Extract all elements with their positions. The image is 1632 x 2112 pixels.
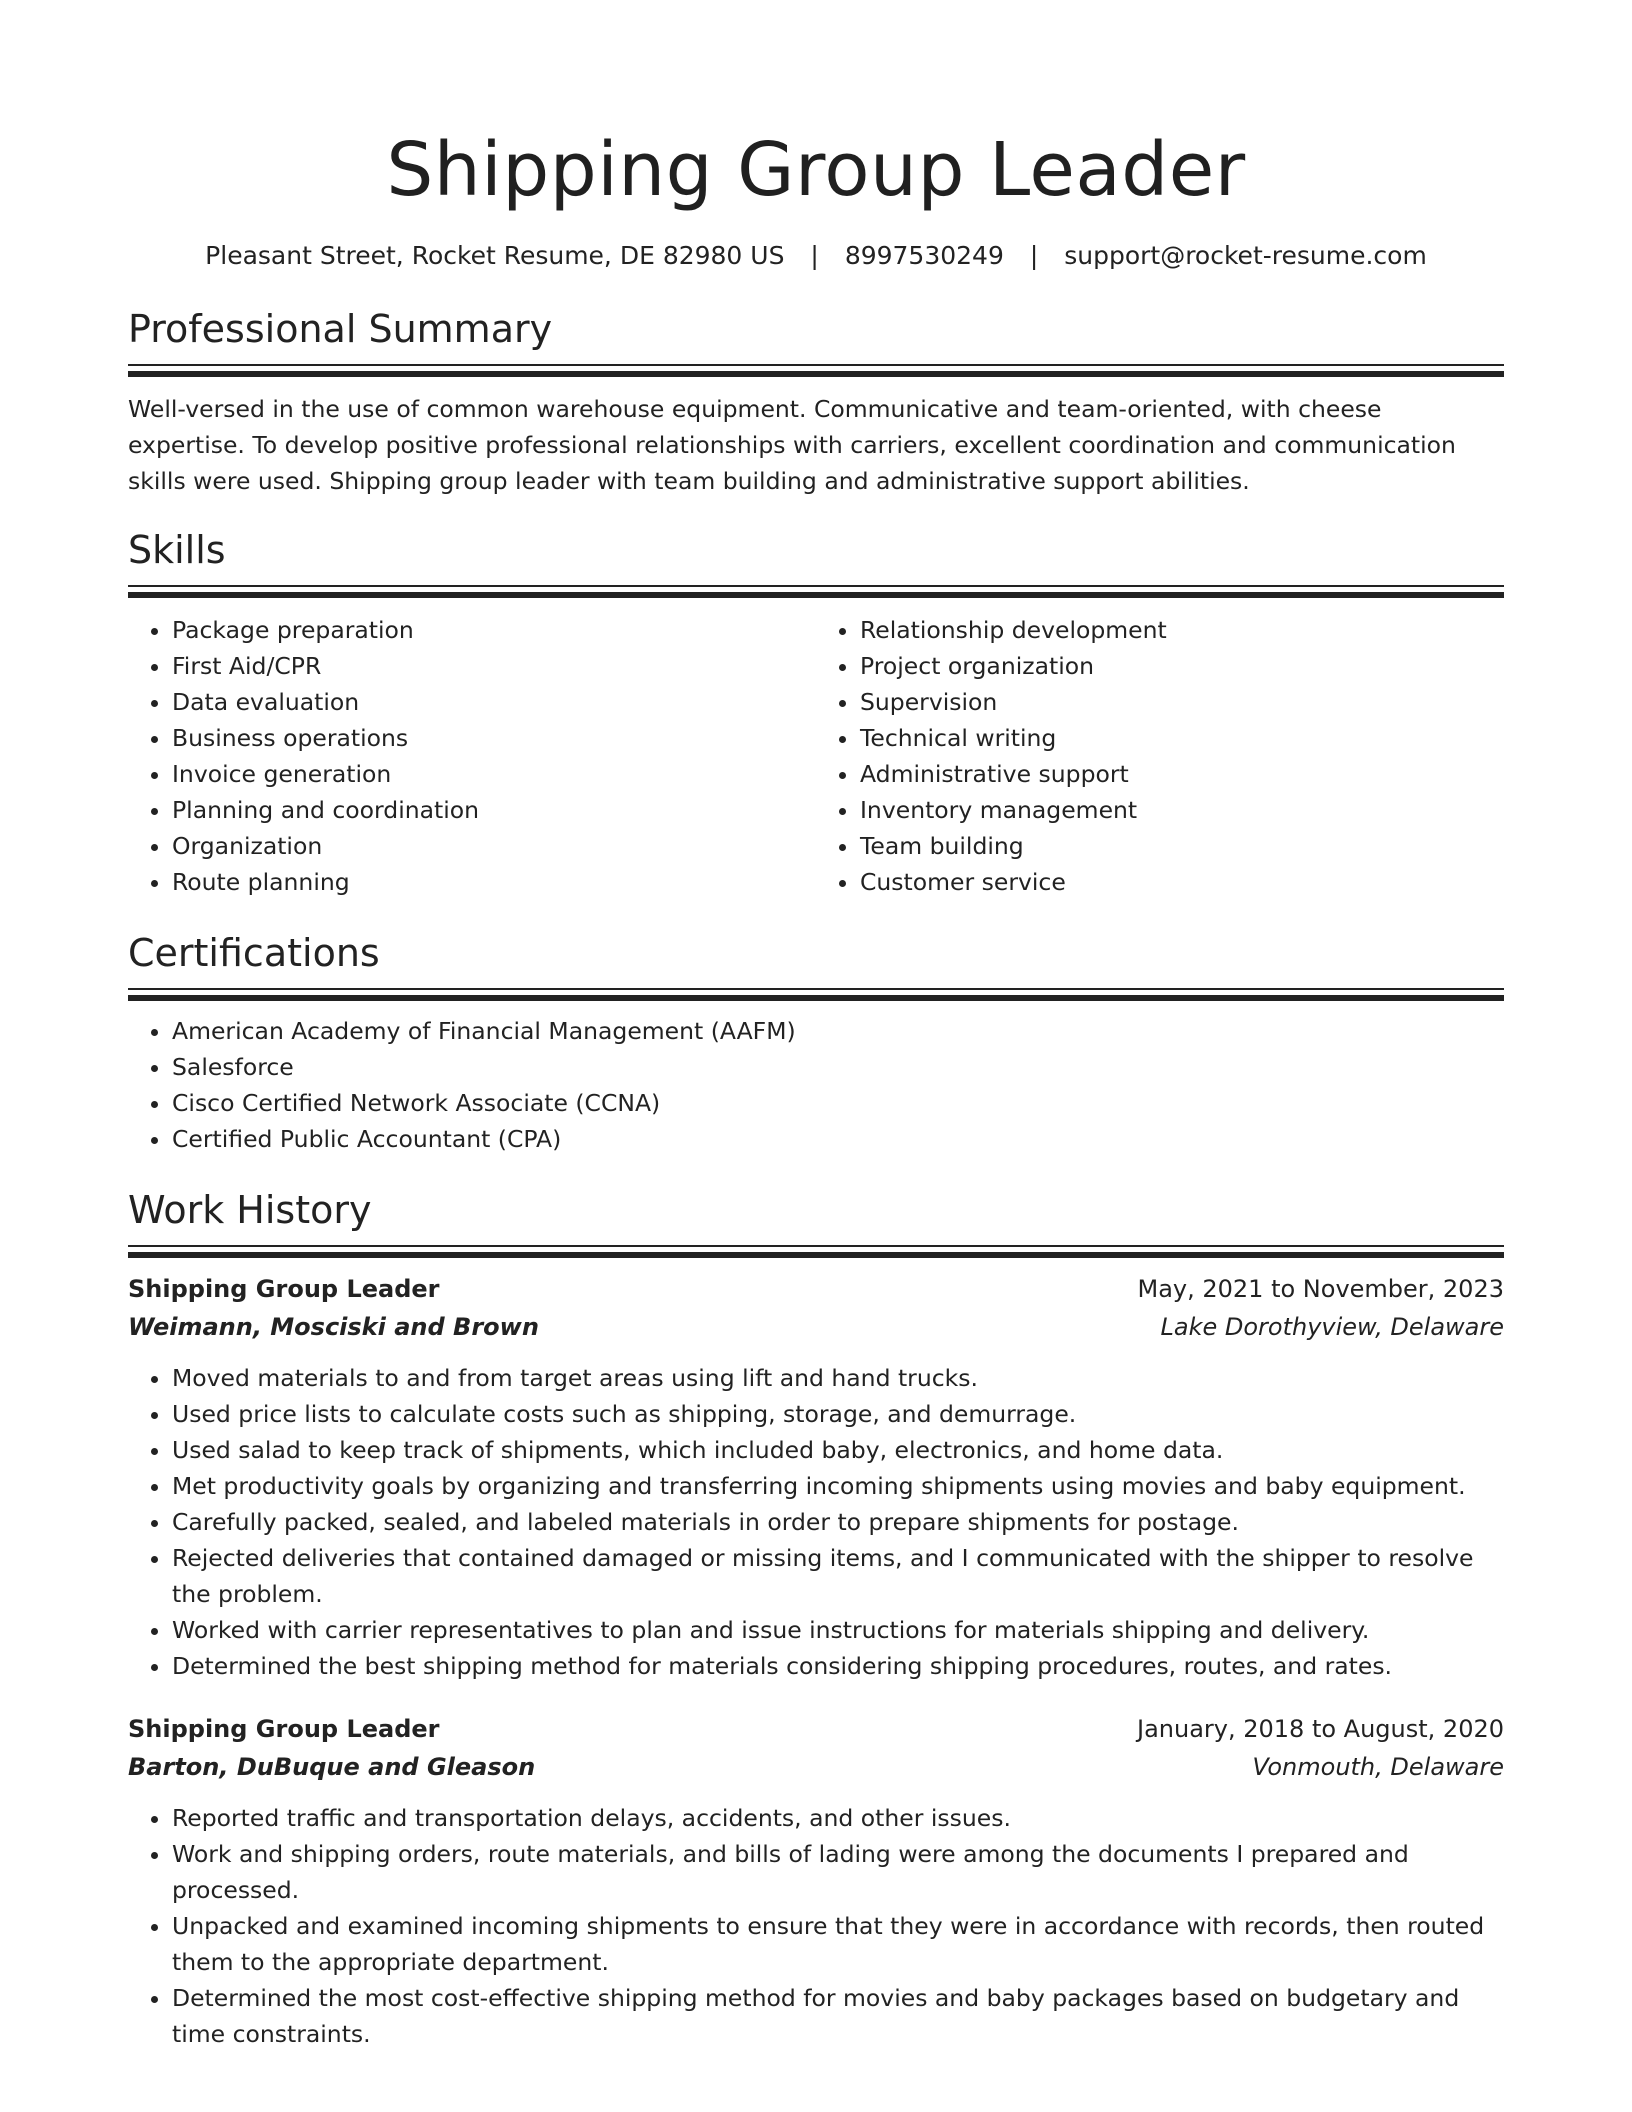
certification-item: • Cisco Certified Network Associate (CCNA) [172,1085,1504,1121]
skill-item: • Planning and coordination [172,792,816,828]
job-duty: • Used salad to keep track of shipments, which included baby, electronics, and home data. [172,1432,1504,1468]
contact-email[interactable]: support@rocket-resume.com [1064,241,1427,270]
skill-item: • Supervision [860,684,1504,720]
skill-item: • Customer service [860,864,1504,900]
skills-list-left [128,612,816,900]
section-title-work-history: Work History [128,1188,372,1232]
section-divider [128,585,1504,598]
job-duty: • Reported traffic and transportation delays, accidents, and other issues. [172,1800,1504,1836]
section-divider [128,1245,1504,1258]
skill-item: • Route planning [172,864,816,900]
job-dates: May, 2021 to November, 2023 [1137,1275,1504,1303]
job-company: Barton, DuBuque and Gleason [128,1753,536,1781]
job-duty: • Moved materials to and from target areas using lift and hand trucks. [172,1360,1504,1396]
job-dates: January, 2018 to August, 2020 [1137,1715,1504,1743]
job-entry [128,1710,1504,2052]
job-duty: • Determined the most cost-effective shipping method for movies and baby packages based on budgetary and time constraints. [172,1980,1504,2052]
skills-column-left [128,612,816,900]
certification-item: • American Academy of Financial Management (AAFM) [172,1013,1504,1049]
resume-name: Shipping Group Leader [386,127,1246,213]
job-duty: • Carefully packed, sealed, and labeled materials in order to prepare shipments for postage. [172,1504,1504,1540]
section-title-skills: Skills [128,528,226,572]
skill-item: • Relationship development [860,612,1504,648]
job-duty: • Rejected deliveries that contained damaged or missing items, and I communicated with the shipper to resolve the problem. [172,1540,1504,1612]
skill-item: • First Aid/CPR [172,648,816,684]
job-header [128,1270,1504,1308]
work-history-section [128,1185,1504,2052]
certification-item: • Certified Public Accountant (CPA) [172,1121,1504,1157]
section-title-summary: Professional Summary [128,307,553,351]
contact-separator: | [1029,241,1039,270]
section-divider [128,364,1504,377]
skills-columns [128,612,1504,900]
job-duty: • Met productivity goals by organizing and transferring incoming shipments using movies and baby equipment. [172,1468,1504,1504]
job-duty: • Unpacked and examined incoming shipments to ensure that they were in accordance with records, then routed them to the appropriate department. [172,1908,1504,1980]
job-title: Shipping Group Leader [128,1275,440,1303]
skill-item: • Inventory management [860,792,1504,828]
contact-phone: 8997530249 [844,241,1004,270]
job-location: Lake Dorothyview, Delaware [1160,1313,1504,1341]
skill-item: • Team building [860,828,1504,864]
contact-separator: | [810,241,819,270]
certifications-list [128,1013,1504,1157]
job-title: Shipping Group Leader [128,1715,440,1743]
skill-item: • Invoice generation [172,756,816,792]
certification-item: • Salesforce [172,1049,1504,1085]
skill-item: • Business operations [172,720,816,756]
job-duties-list [128,1360,1504,1684]
skill-item: • Organization [172,828,816,864]
job-header [128,1710,1504,1748]
skill-item: • Data evaluation [172,684,816,720]
job-subheader [128,1308,1504,1346]
job-location: Vonmouth, Delaware [1252,1753,1504,1781]
certifications-section [128,928,1504,1157]
job-duty: • Used price lists to calculate costs such as shipping, storage, and demurrage. [172,1396,1504,1432]
job-duty: • Worked with carrier representatives to plan and issue instructions for materials shipping and delivery. [172,1612,1504,1648]
skill-item: • Project organization [860,648,1504,684]
summary-section [128,304,1504,499]
job-entry [128,1270,1504,1684]
contact-line [128,238,1504,274]
skills-section [128,525,1504,900]
summary-text: Well-versed in the use of common warehouse equipment. Communicative and team-oriented, with cheese expertise. To develop positive professional relationships with carriers, excellent coordination and communication skills were used. Shipping group leader with team building and administrative support abilities. [128,395,1456,495]
job-company: Weimann, Mosciski and Brown [128,1313,539,1341]
job-duties-list [128,1800,1504,2052]
section-divider [128,988,1504,1001]
skills-column-right [816,612,1504,900]
job-subheader [128,1748,1504,1786]
contact-address: Pleasant Street, Rocket Resume, DE 82980 US [205,241,785,270]
job-duty: • Determined the best shipping method for materials considering shipping procedures, routes, and rates. [172,1648,1504,1684]
skill-item: • Package preparation [172,612,816,648]
job-duty: • Work and shipping orders, route materials, and bills of lading were among the documents I prepared and processed. [172,1836,1504,1908]
skills-list-right [816,612,1504,900]
section-title-certifications: Certifications [128,931,380,975]
skill-item: • Technical writing [860,720,1504,756]
skill-item: • Administrative support [860,756,1504,792]
